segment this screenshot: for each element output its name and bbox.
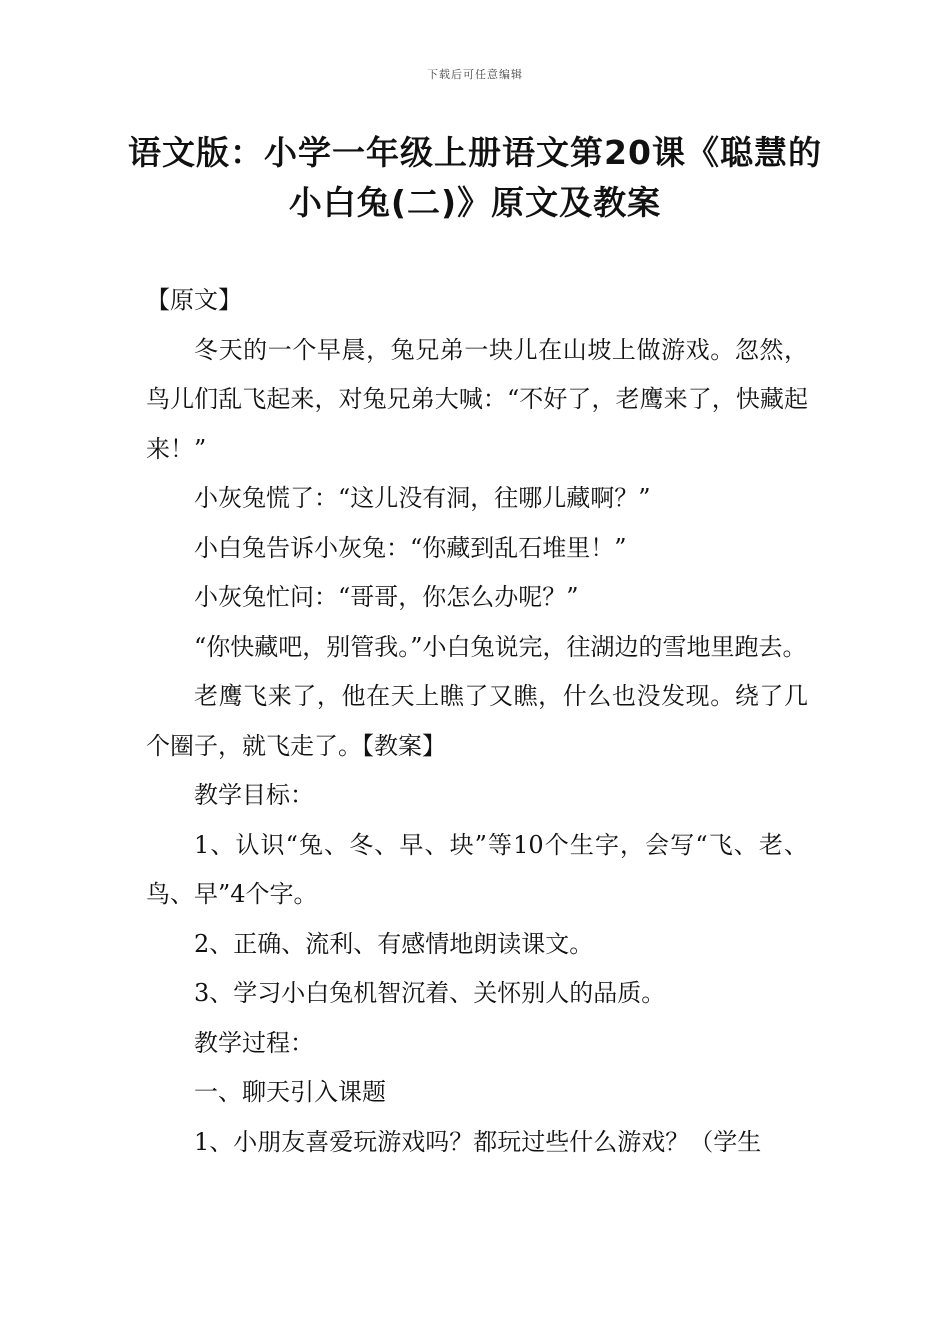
paragraph: 老鹰飞来了，他在天上瞧了又瞧，什么也没发现。绕了几个圈子，就飞走了。【教案】 bbox=[146, 682, 808, 760]
paragraph: 1、小朋友喜爱玩游戏吗？都玩过些什么游戏？（学生 bbox=[194, 1127, 762, 1156]
paragraph: 教学目标： bbox=[194, 781, 314, 809]
paragraph: 冬天的一个早晨，兔兄弟一块儿在山坡上做游戏。忽然，鸟儿们乱飞起来，对兔兄弟大喊：“不好了，老鹰来了，快藏起来！” bbox=[146, 335, 808, 463]
paragraph: 3、学习小白兔机智沉着、关怀别人的品质。 bbox=[194, 979, 666, 1007]
paragraph: 小灰兔忙问：“哥哥，你怎么办呢？” bbox=[194, 583, 579, 611]
paragraph: 小灰兔慌了：“这儿没有洞，往哪儿藏啊？” bbox=[194, 484, 651, 512]
paragraph: 2、正确、流利、有感情地朗读课文。 bbox=[194, 929, 594, 958]
paragraph: 一、聊天引入课题 bbox=[194, 1078, 386, 1106]
section-heading-original: 【原文】 bbox=[146, 286, 242, 314]
paragraph: 小白兔告诉小灰兔：“你藏到乱石堆里！” bbox=[194, 533, 627, 562]
document-body bbox=[146, 276, 808, 1167]
paragraph: 教学过程： bbox=[194, 1028, 314, 1057]
paragraph: 1、认识“兔、冬、早、块”等10个生字，会写“飞、老、鸟、早”4个字。 bbox=[146, 830, 808, 908]
document-title: 语文版：小学一年级上册语文第20课《聪慧的小白兔(二)》原文及教案 bbox=[128, 133, 822, 222]
page-header-note: 下载后可任意编辑 bbox=[427, 68, 523, 81]
paragraph: “你快藏吧，别管我。”小白兔说完，往湖边的雪地里跑去。 bbox=[194, 632, 807, 661]
